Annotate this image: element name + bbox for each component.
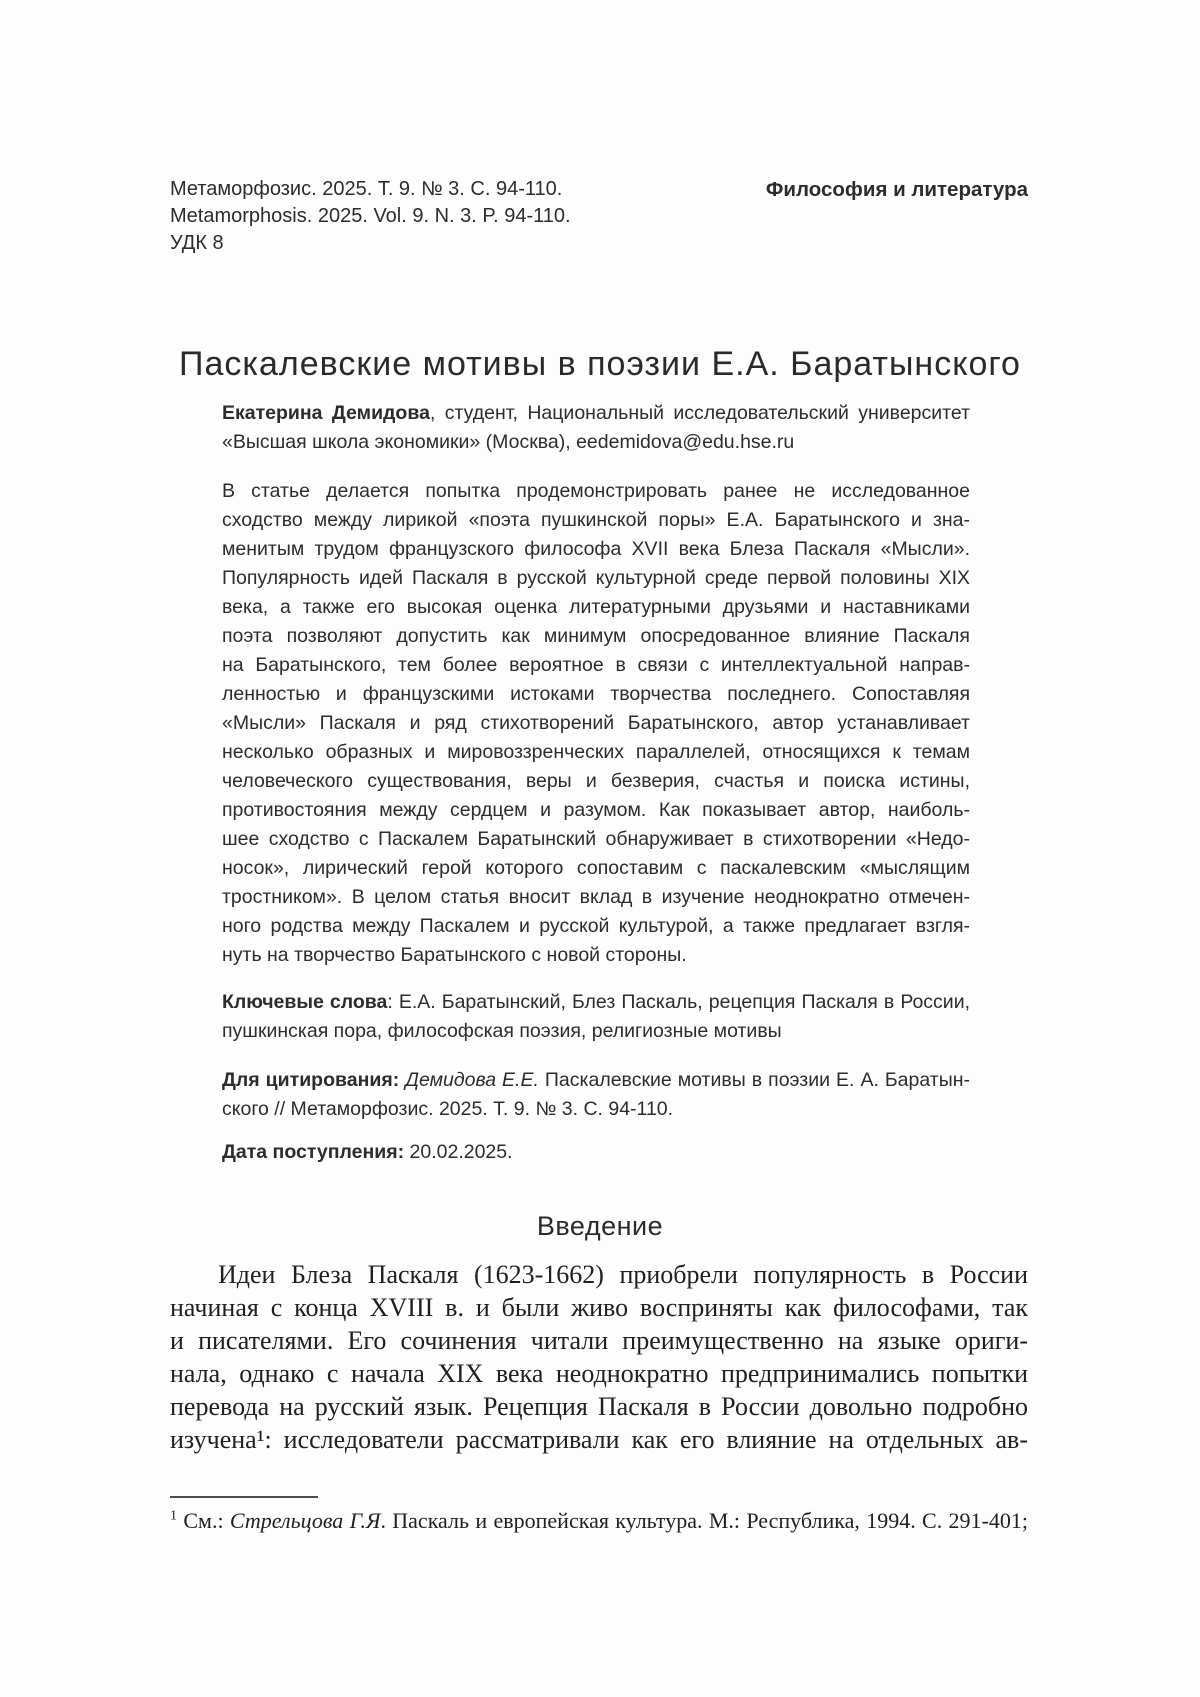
body-line: нала, однако с начала XIX века неоднократно предпринимались попытки xyxy=(170,1359,1028,1388)
abstract-line: несколько образных и мировоззренческих параллелей, относящихся к темам xyxy=(222,741,970,763)
abstract-line: тростником». В целом статья вносит вклад в изучение неоднократно отмечен- xyxy=(222,886,970,908)
abstract-line: нуть на творчество Баратынского с новой стороны. xyxy=(222,944,687,966)
journal-citation-en: Metamorphosis. 2025. Vol. 9. N. 3. P. 94-110. xyxy=(170,205,571,227)
abstract-line: века, а также его высокая оценка литературными друзьями и наставниками xyxy=(222,596,970,618)
footnote-text: . Паскаль и европейская культура. М.: Республика, 1994. С. 291-401; xyxy=(380,1508,1028,1533)
keywords-line-1 xyxy=(222,988,970,1017)
abstract-line: на Баратынского, тем более вероятное в связи с интеллектуальной направ- xyxy=(222,654,970,676)
abstract-line: сходство между лирикой «поэта пушкинской поры» Е.А. Баратынского и зна- xyxy=(222,509,970,531)
abstract-line: противостояния между сердцем и разумом. Как показывает автор, наиболь- xyxy=(222,799,970,821)
keywords-block xyxy=(222,988,970,1046)
keywords-text: : Е.А. Баратынский, Блез Паскаль, рецепция Паскаля в России, xyxy=(387,991,971,1013)
citation-label: Для цитирования xyxy=(222,1069,393,1091)
author-line-2: «Высшая школа экономики» (Москва), eedemidova@edu.hse.ru xyxy=(222,431,795,453)
citation-colon: : xyxy=(392,1069,406,1091)
footnote xyxy=(170,1506,1028,1536)
udc-code: УДК 8 xyxy=(170,232,224,254)
abstract-line: шее сходство с Паскалем Баратынский обнаруживает в стихотворении «Недо- xyxy=(222,828,970,850)
abstract-line: поэта позволяют допустить как минимум опосредованное влияние Паскаля xyxy=(222,625,970,647)
footnote-marker: 1 xyxy=(170,1508,177,1524)
article-title: Паскалевские мотивы в поэзии Е.А. Баратынского xyxy=(179,345,1021,383)
received-date xyxy=(222,1138,970,1167)
intro-paragraph xyxy=(170,1258,1028,1456)
body-line: Идеи Блеза Паскаля (1623-1662) приобрели популярность в России xyxy=(218,1260,1028,1289)
keywords-label: Ключевые слова xyxy=(222,991,388,1013)
keywords-line-2: пушкинская пора, философская поэзия, религиозные мотивы xyxy=(222,1020,782,1042)
abstract-line: ленностью и французскими истоками творчества последнего. Сопоставляя xyxy=(222,683,970,705)
abstract-line: человеческого существования, веры и безверия, счастья и поиска истины, xyxy=(222,770,970,792)
citation-authors: Демидова Е.Е. xyxy=(405,1069,539,1091)
author-details: , студент, Национальный исследовательский университет xyxy=(429,402,971,424)
abstract-line: В статье делается попытка продемонстрировать ранее не исследованное xyxy=(222,480,970,502)
intro-heading: Введение xyxy=(536,1211,664,1241)
body-line: перевода на русский язык. Рецепция Паскаля в России довольно подробно xyxy=(170,1392,1028,1421)
body-line: изучена¹: исследователи рассматривали как его влияние на отдельных ав- xyxy=(170,1425,1028,1454)
abstract-line: «Мысли» Паскаля и ряд стихотворений Баратынского, автор устанавливает xyxy=(222,712,970,734)
footnote-see: См.: xyxy=(177,1508,230,1533)
abstract-line: носок», лирический герой которого сопоставим с паскалевским «мыслящим xyxy=(222,857,970,879)
received-label: Дата поступления: xyxy=(222,1141,405,1163)
abstract-line: ного родства между Паскалем и русской культурой, а также предлагает взгля- xyxy=(222,915,970,937)
citation-line-2: ского // Метаморфозис. 2025. Т. 9. № 3. С. 94-110. xyxy=(222,1098,674,1120)
abstract-block xyxy=(222,477,970,970)
author-line-1 xyxy=(222,399,970,428)
page-header-left xyxy=(170,176,571,257)
footnote-divider xyxy=(170,1496,318,1498)
body-line: начиная с конца XVIII в. и были живо восприняты как философами, так xyxy=(170,1293,1028,1322)
section-label: Философия и литература xyxy=(765,178,1028,201)
author-block xyxy=(222,399,970,457)
abstract-line: Популярность идей Паскаля в русской культурной среде первой половины XIX xyxy=(222,567,970,589)
author-name: Екатерина Демидова xyxy=(222,402,430,424)
received-value: 20.02.2025. xyxy=(404,1141,513,1163)
journal-citation-ru: Метаморфозис. 2025. Т. 9. № 3. С. 94-110. xyxy=(170,178,563,200)
citation-text: Паскалевские мотивы в поэзии Е. А. Баратын- xyxy=(538,1069,970,1091)
body-line: и писателями. Его сочинения читали преимущественно на языке ориги- xyxy=(170,1326,1028,1355)
footnote-author: Стрельцова Г.Я xyxy=(229,1508,381,1533)
abstract-line: менитым трудом французского философа XVII века Блеза Паскаля «Мысли». xyxy=(222,538,970,560)
citation-block xyxy=(222,1066,970,1124)
citation-line-1 xyxy=(222,1066,970,1095)
